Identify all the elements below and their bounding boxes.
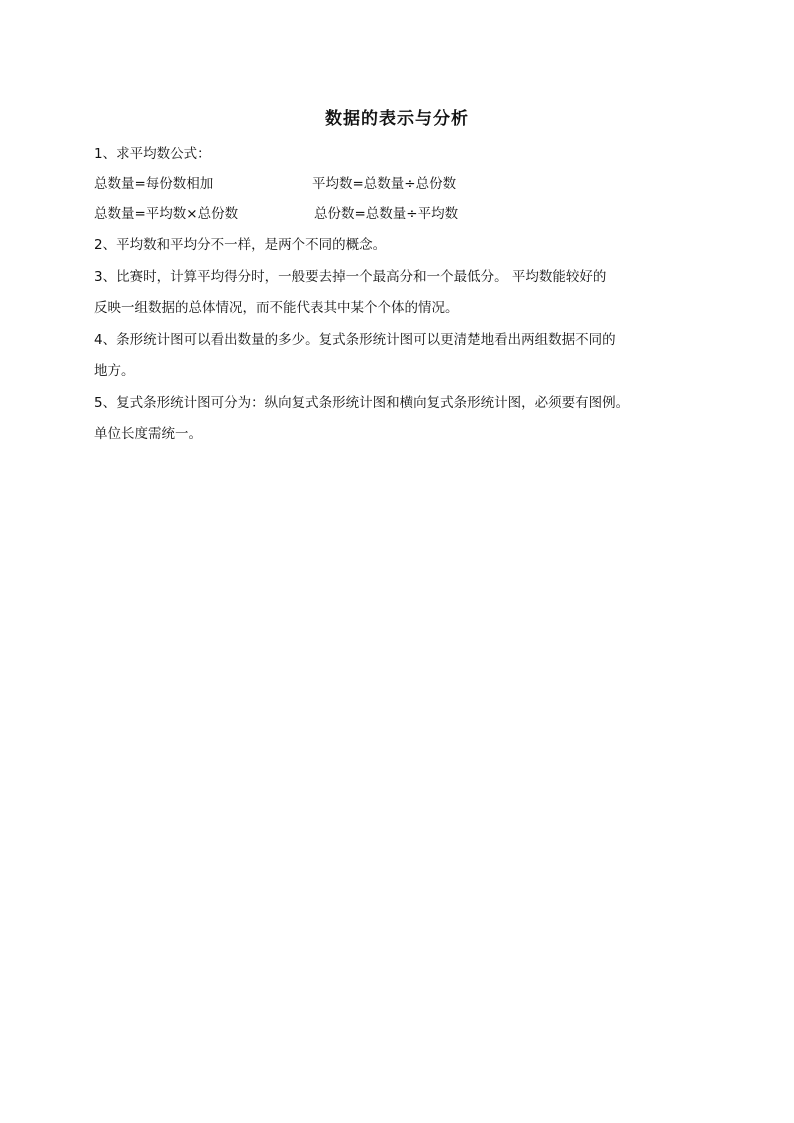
item-5-line-1: 5、复式条形统计图可分为：纵向复式条形统计图和横向复式条形统计图，必须要有图例。 [94,395,630,411]
item-3-line-2: 反映一组数据的总体情况，而不能代表其中某个个体的情况。 [94,300,459,316]
page-title: 数据的表示与分析 [325,109,469,129]
item-4-line-2: 地方。 [94,363,135,379]
item-5-line-2: 单位长度需统一。 [94,426,202,442]
formula-average: 平均数=总数量÷总份数 [312,176,457,192]
item-1-heading: 1、求平均数公式： [94,146,211,162]
formula-total-parts: 总份数=总数量÷平均数 [314,206,459,222]
item-2-text: 2、平均数和平均分不一样，是两个不同的概念。 [94,237,387,253]
formula-total-product: 总数量=平均数×总份数 [94,206,239,222]
formula-total-sum: 总数量=每份数相加 [94,176,214,192]
item-4-line-1: 4、条形统计图可以看出数量的多少。复式条形统计图可以更清楚地看出两组数据不同的 [94,332,616,348]
item-3-line-1: 3、比赛时，计算平均得分时，一般要去掉一个最高分和一个最低分。 平均数能较好的 [94,269,607,285]
